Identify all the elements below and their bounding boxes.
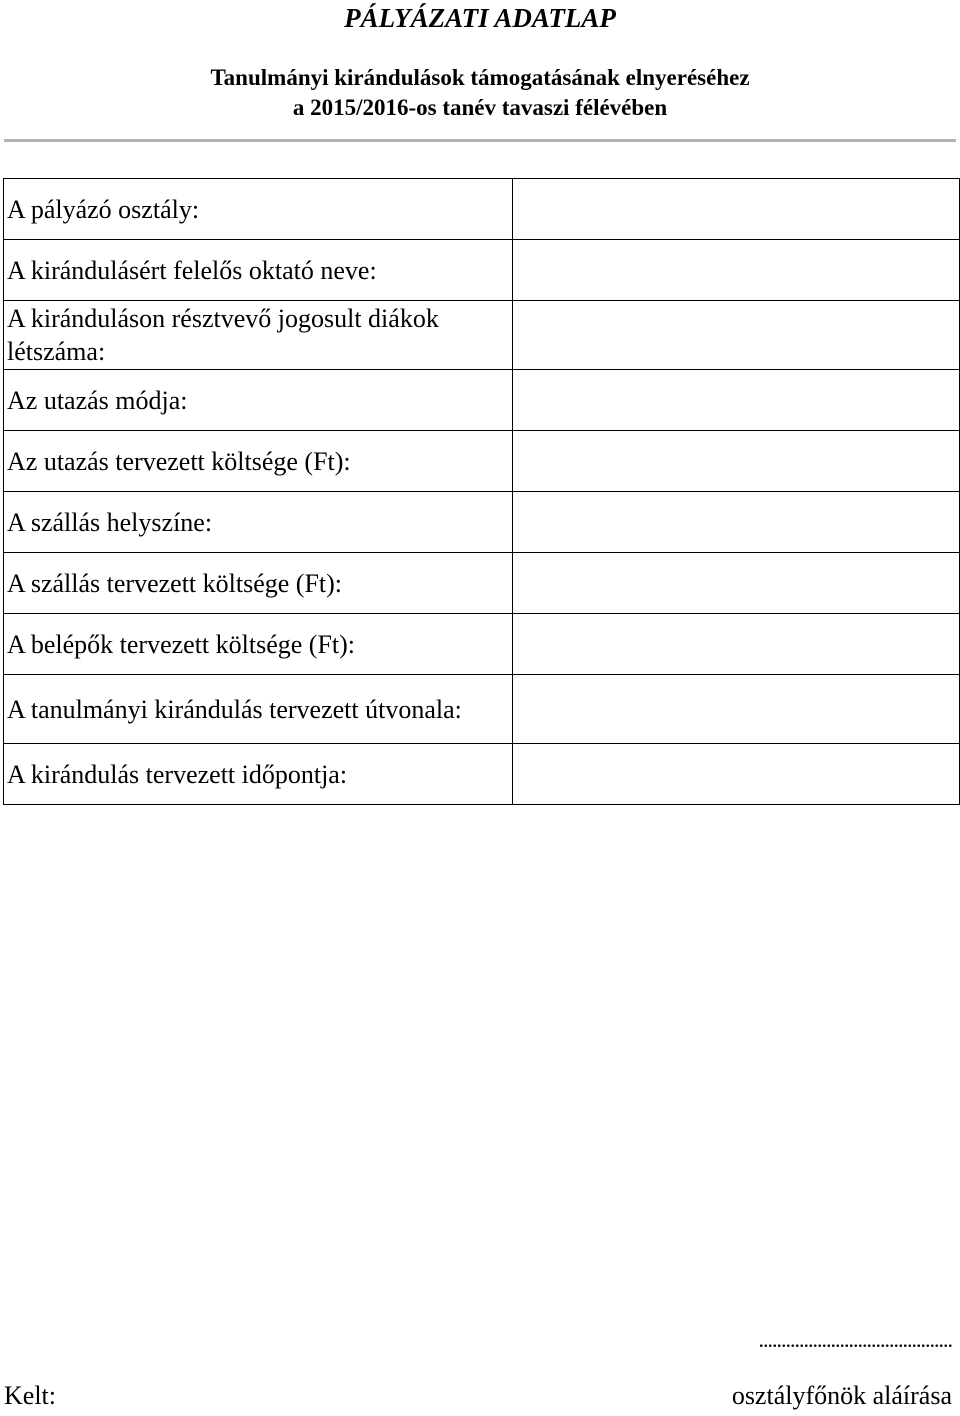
document-subtitle-line-1: Tanulmányi kirándulások támogatásának elnyeréséhez	[210, 65, 750, 90]
document-title: PÁLYÁZATI ADATLAP	[344, 3, 616, 33]
form-label: A szállás helyszíne:	[4, 492, 513, 553]
form-label: A kirándulásért felelős oktató neve:	[4, 240, 513, 301]
header-divider	[4, 139, 956, 142]
form-label: A szállás tervezett költsége (Ft):	[4, 553, 513, 614]
form-value-field[interactable]	[513, 370, 960, 431]
form-row-travel-mode	[4, 370, 960, 431]
form-row-class	[4, 179, 960, 240]
form-label: A belépők tervezett költsége (Ft):	[4, 614, 513, 675]
form-row-accommodation-cost	[4, 553, 960, 614]
form-value-field[interactable]	[513, 553, 960, 614]
form-value-field[interactable]	[513, 431, 960, 492]
form-label: Az utazás tervezett költsége (Ft):	[4, 431, 513, 492]
form-value-field[interactable]	[513, 744, 960, 805]
application-form-table	[3, 178, 960, 805]
form-value-field[interactable]	[513, 240, 960, 301]
form-label: A pályázó osztály:	[4, 179, 513, 240]
form-row-route	[4, 675, 960, 744]
signature-label: osztályfőnök aláírása	[731, 1381, 952, 1410]
form-row-date	[4, 744, 960, 805]
form-label: A kirándulás tervezett időpontja:	[4, 744, 513, 805]
form-value-field[interactable]	[513, 301, 960, 370]
form-row-accommodation-place	[4, 492, 960, 553]
form-label: Az utazás módja:	[4, 370, 513, 431]
form-value-field[interactable]	[513, 614, 960, 675]
form-label: A tanulmányi kirándulás tervezett útvonala:	[4, 675, 513, 744]
form-row-teacher	[4, 240, 960, 301]
form-value-field[interactable]	[513, 179, 960, 240]
document-subtitle-line-2: a 2015/2016-os tanév tavaszi félévében	[292, 95, 668, 120]
signature-line: ...........................................	[758, 1327, 952, 1352]
form-row-participants	[4, 301, 960, 370]
form-row-travel-cost	[4, 431, 960, 492]
date-label: Kelt:	[4, 1381, 56, 1410]
form-row-ticket-cost	[4, 614, 960, 675]
form-value-field[interactable]	[513, 492, 960, 553]
form-value-field[interactable]	[513, 675, 960, 744]
form-label: A kiránduláson résztvevő jogosult diákok létszáma:	[4, 301, 513, 370]
